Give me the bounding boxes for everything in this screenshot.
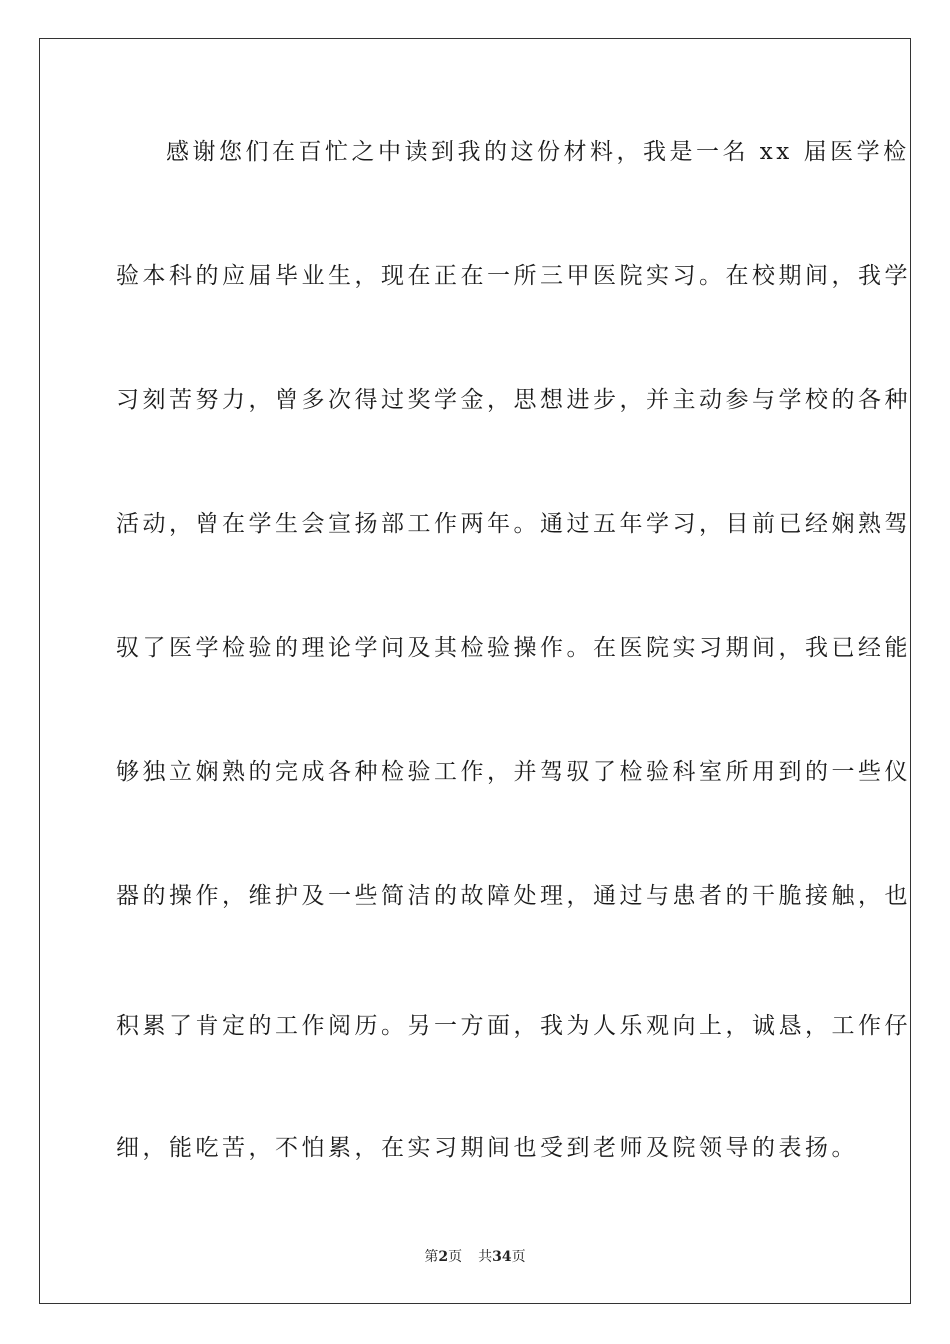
total-pages: 34 [492, 1249, 512, 1265]
body-text-line: 感谢您们在百忙之中读到我的这份材料，我是一名 xx 届医学检 [166, 139, 910, 165]
total-pages-prefix: 共 [478, 1249, 493, 1265]
body-text-line: 细，能吃苦，不怕累，在实习期间也受到老师及院领导的表扬。 [116, 1135, 858, 1161]
body-text-line: 积累了肯定的工作阅历。另一方面，我为人乐观向上，诚恳，工作仔 [116, 1013, 911, 1039]
total-pages-suffix: 页 [511, 1249, 526, 1265]
body-text-line: 驭了医学检验的理论学问及其检验操作。在医院实习期间，我已经能 [116, 635, 911, 661]
page-footer [0, 1248, 950, 1266]
body-text-line: 器的操作，维护及一些简洁的故障处理，通过与患者的干脆接触，也 [116, 883, 911, 909]
body-text-line: 够独立娴熟的完成各种检验工作，并驾驭了检验科室所用到的一些仪 [116, 759, 911, 785]
page-number-prefix: 第 [424, 1249, 439, 1265]
page-frame [39, 38, 911, 1304]
page-number: 2 [438, 1249, 449, 1265]
body-text-line: 活动，曾在学生会宣扬部工作两年。通过五年学习，目前已经娴熟驾 [116, 511, 911, 537]
body-text-line: 验本科的应届毕业生，现在正在一所三甲医院实习。在校期间，我学 [116, 263, 911, 289]
body-text-line: 习刻苦努力，曾多次得过奖学金，思想进步，并主动参与学校的各种 [116, 387, 911, 413]
page-number-suffix: 页 [448, 1249, 463, 1265]
